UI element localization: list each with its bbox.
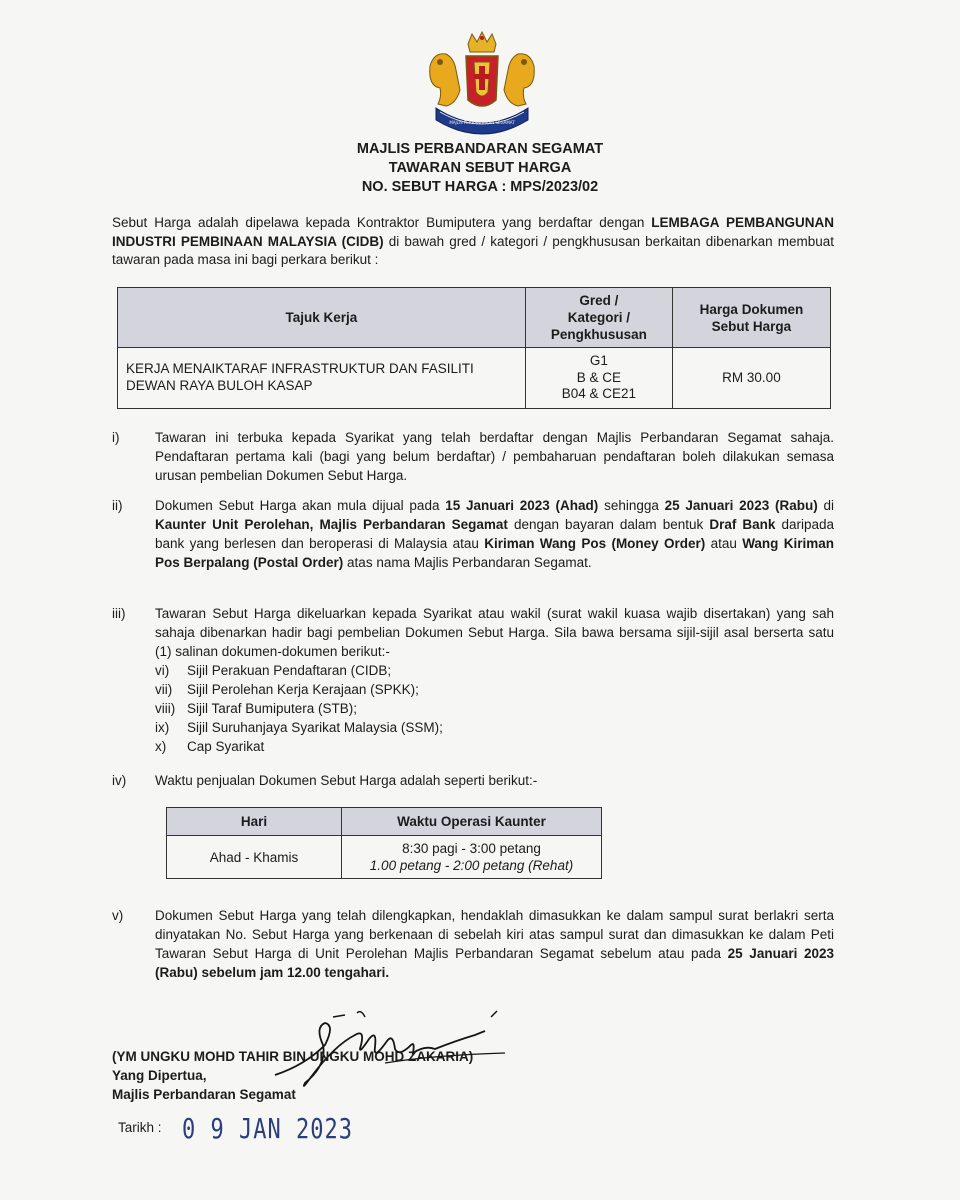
header-price-line: Harga Dokumen bbox=[699, 301, 804, 317]
clause-number: iii) bbox=[112, 606, 126, 621]
header-grade-line: Gred / bbox=[579, 293, 619, 308]
list-text: Cap Syarikat bbox=[187, 739, 265, 754]
list-number: viii) bbox=[155, 701, 176, 716]
list-text: Sijil Perolehan Kerja Kerajaan (SPKK); bbox=[187, 682, 419, 697]
bold-sale-end-date: 25 Januari 2023 (Rabu) bbox=[664, 498, 818, 513]
text-run: di bbox=[817, 498, 834, 513]
hours-row bbox=[167, 836, 602, 879]
text-run: Dokumen Sebut Harga yang telah dilengkapkan, hendaklah dimasukkan ke dalam sampul surat berlakri serta dinyatakan No. Sebut Harga yang berkenaan di sebelah kiri atas sampul surat dan dimasukkan ke dalam Peti Tawaran Sebut Harga di Unit Perolehan Majlis Perbandaran Segamat sebelum atau pada bbox=[155, 908, 834, 961]
work-title-line: KERJA MENAIKTARAF INFRASTRUKTUR DAN FASILITI bbox=[126, 361, 474, 377]
cell-hours bbox=[342, 836, 602, 879]
signatory-title: Yang Dipertua, bbox=[112, 1068, 207, 1083]
header-day: Hari bbox=[167, 808, 342, 836]
text-run: atau bbox=[705, 536, 743, 551]
grade-line: B04 & CE21 bbox=[561, 386, 637, 401]
list-text: Sijil Perakuan Pendaftaran (CIDB; bbox=[187, 663, 392, 678]
clause-text bbox=[155, 496, 834, 572]
list-number: ix) bbox=[155, 720, 170, 735]
bold-deadline: 25 Januari 2023 (Rabu) sebelum jam 12.00 tengahari. bbox=[155, 946, 834, 980]
clause-number: i) bbox=[112, 430, 120, 445]
signatory-name: (YM UNGKU MOHD TAHIR BIN UNGKU MOHD ZAKARIA) bbox=[112, 1049, 474, 1064]
counter-hours-table bbox=[166, 807, 602, 879]
text-run: sehingga bbox=[598, 498, 665, 513]
intro-text-1: Sebut Harga adalah dipelawa kepada Kontraktor Bumiputera yang berdaftar dengan bbox=[112, 215, 652, 230]
document-list-item bbox=[155, 661, 834, 680]
clause-number: iv) bbox=[112, 773, 127, 788]
municipal-crest-logo bbox=[416, 30, 548, 142]
text-run: dengan bayaran dalam bentuk bbox=[507, 517, 710, 532]
date-stamp: 0 9 JAN 2023 bbox=[182, 1114, 353, 1146]
list-number: vii) bbox=[155, 682, 173, 697]
bold-money-order: Kiriman Wang Pos (Money Order) bbox=[484, 536, 706, 551]
heading-tender-number: NO. SEBUT HARGA : MPS/2023/02 bbox=[361, 179, 599, 195]
header-document-price bbox=[672, 288, 830, 348]
signatory-organisation: Majlis Perbandaran Segamat bbox=[112, 1087, 296, 1102]
clause-ii bbox=[112, 496, 834, 572]
crest-motto-text: MAJLIS PERBANDARAN SEGAMAT bbox=[449, 120, 515, 125]
bold-counter-location: Kaunter Unit Perolehan, Majlis Perbandaran Segamat bbox=[155, 517, 508, 532]
intro-cidb-bold: LEMBAGA PEMBANGUNAN INDUSTRI PEMBINAAN MALAYSIA (CIDB) bbox=[112, 215, 834, 249]
work-table-header-row bbox=[118, 288, 831, 348]
date-label: Tarikh : bbox=[118, 1120, 162, 1135]
clause-text: Waktu penjualan Dokumen Sebut Harga adalah seperti berikut:- bbox=[155, 773, 538, 788]
clause-number: v) bbox=[112, 908, 124, 923]
header-grade-line: Kategori / bbox=[567, 310, 630, 325]
heading-council-name: MAJLIS PERBANDARAN SEGAMAT bbox=[356, 141, 604, 157]
signature-block bbox=[112, 1047, 473, 1104]
clause-number: ii) bbox=[112, 498, 123, 513]
clause-text bbox=[155, 906, 834, 982]
clause-i bbox=[112, 428, 834, 485]
work-table bbox=[117, 287, 831, 409]
grade-line: B & CE bbox=[576, 369, 621, 385]
list-number: vi) bbox=[155, 663, 170, 678]
document-list-item bbox=[155, 699, 834, 718]
list-text: Sijil Taraf Bumiputera (STB); bbox=[187, 701, 358, 716]
hours-header-row bbox=[167, 808, 602, 836]
bold-bank-draft: Draf Bank bbox=[709, 517, 776, 532]
cell-price: RM 30.00 bbox=[672, 348, 830, 409]
operating-hours: 8:30 pagi - 3:00 petang bbox=[402, 841, 541, 856]
cell-days: Ahad - Khamis bbox=[167, 836, 342, 879]
intro-paragraph bbox=[112, 214, 834, 270]
clause-text: Tawaran Sebut Harga dikeluarkan kepada Syarikat atau wakil (surat wakil kuasa wajib disertakan) yang sah sahaja dibenarkan hadir bagi pembelian Dokumen Sebut Harga. Sila bawa bersama sijil-sijil asal berserta satu (1) salinan dokumen-dokumen berikut:- bbox=[155, 606, 834, 659]
clause-iv bbox=[112, 771, 834, 790]
heading-tender-type: TAWARAN SEBUT HARGA bbox=[388, 160, 572, 176]
document-list-item bbox=[155, 680, 834, 699]
header-grade bbox=[525, 288, 672, 348]
clause-iii bbox=[112, 604, 834, 756]
clause-text: Tawaran ini terbuka kepada Syarikat yang telah berdaftar dengan Majlis Perbandaran Segamat sahaja. Pendaftaran pertama kali (bagi yang belum berdaftar) / pembaharuan pendaftaran boleh dilakukan semasa urusan pembelian Dokumen Sebut Harga. bbox=[155, 430, 834, 483]
header-grade-line: Pengkhususan bbox=[550, 327, 647, 342]
list-number: x) bbox=[155, 739, 167, 754]
header-operating-hours: Waktu Operasi Kaunter bbox=[342, 808, 602, 836]
grade-line: G1 bbox=[589, 353, 608, 368]
document-heading bbox=[0, 140, 960, 197]
document-list-item bbox=[155, 737, 834, 756]
header-price-line: Sebut Harga bbox=[711, 318, 792, 334]
work-table-row bbox=[118, 348, 831, 409]
work-title-line: DEWAN RAYA BULOH KASAP bbox=[126, 377, 313, 393]
rest-hours: 1.00 petang - 2:00 petang (Rehat) bbox=[369, 858, 574, 873]
bold-postal-order: Wang Kiriman Pos Berpalang (Postal Order) bbox=[155, 536, 835, 570]
bold-sale-start-date: 15 Januari 2023 (Ahad) bbox=[445, 498, 599, 513]
text-run: atas nama Majlis Perbandaran Segamat. bbox=[343, 555, 592, 570]
clause-v bbox=[112, 906, 834, 982]
cell-work-title bbox=[118, 348, 526, 409]
header-work-title: Tajuk Kerja bbox=[118, 288, 526, 348]
cell-grade bbox=[525, 348, 672, 409]
text-run: daripada bank yang berlesen dan beroperasi di Malaysia atau bbox=[155, 517, 835, 551]
intro-text-2: di bawah gred / kategori / pengkhususan berkaitan dibenarkan membuat tawaran pada masa ini bagi perkara berikut : bbox=[112, 233, 834, 267]
list-text: Sijil Suruhanjaya Syarikat Malaysia (SSM); bbox=[187, 720, 443, 735]
document-list-item bbox=[155, 718, 834, 737]
text-run: Dokumen Sebut Harga akan mula dijual pada bbox=[155, 498, 446, 513]
